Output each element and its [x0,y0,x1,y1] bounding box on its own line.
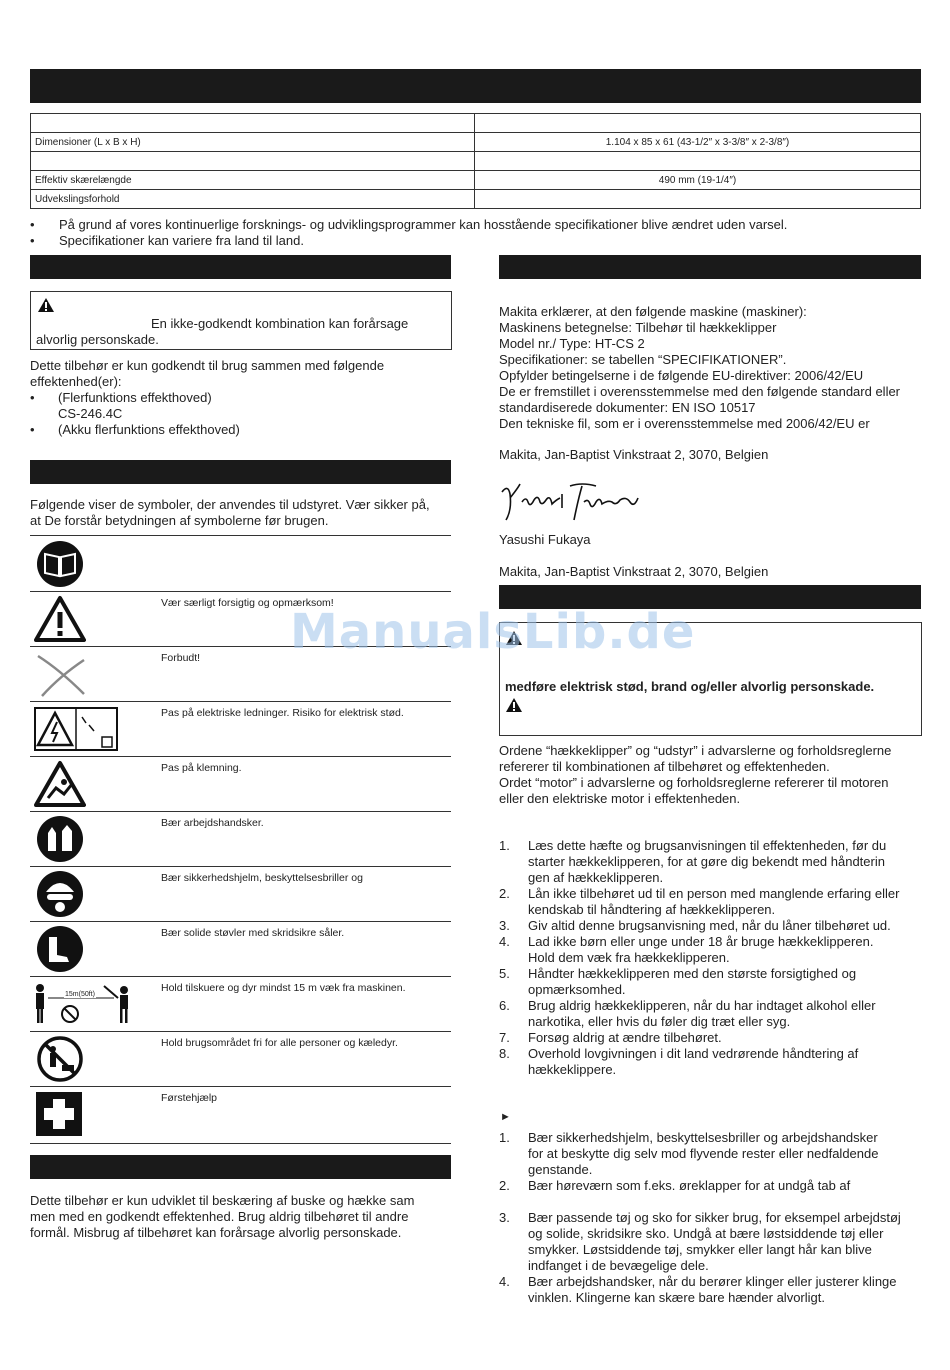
declaration-line: Opfylder betingelserne i de følgende EU-direktiver: 2006/42/EU [499,368,864,383]
declaration-line: Makita erklærer, at den følgende maskine (maskiner): [499,304,807,319]
spec-value [475,190,921,209]
list-number: 2. [499,886,510,901]
list-item: genstande. [528,1162,593,1177]
symbol-row [30,1031,451,1087]
list-item: Lån ikke tilbehøret ud til en person med manglende erfaring eller [528,886,900,901]
warning-text: alvorlig personskade. [36,332,159,347]
list-item: hækkeklippere. [528,1062,617,1077]
intended-use-text: formål. Misbrug af tilbehøret kan forårsage alvorlig personskade. [30,1225,402,1240]
list-item: opmærksomhed. [528,982,626,997]
list-item: Læs dette hæfte og brugsanvisningen til effektenheden, før du [528,838,887,853]
symbol-row [30,701,451,757]
declaration-line: Den tekniske fil, som er i overensstemmelse med 2006/42/EU er [499,416,870,431]
pinch-hazard-icon [34,760,86,808]
symbol-text: Førstehjælp [161,1092,218,1104]
symbol-text: Pas på klemning. [161,762,242,774]
warning-text: En ikke-godkendt kombination kan forårsage [151,316,409,331]
approved-text: Dette tilbehør er kun godkendt til brug sammen med følgende [30,358,385,373]
list-item: Håndter hækkeklipperen med den største forsigtighed og [528,966,857,981]
list-item: Lad ikke børn eller unge under 18 år bruge hækkeklipperen. [528,934,874,949]
list-item: narkotika, eller hvis du føler dig træt eller syg. [528,1014,791,1029]
list-item: Bær arbejdshandsker, når du berører klinger eller justerer klinge [528,1274,897,1289]
symbol-row [30,866,451,922]
signature-image [498,480,643,528]
intended-use-text: men med en godkendt effektenhed. Brug aldrig tilbehøret til andre [30,1209,409,1224]
list-bullet: • [30,390,35,405]
table-row [31,190,921,209]
list-number: 5. [499,966,510,981]
spec-heading-bar [30,69,921,103]
list-number: 2. [499,1178,510,1193]
boots-icon [34,925,86,973]
list-item: gen af hækkeklipperen. [528,870,664,885]
table-row [31,133,921,152]
spec-value [475,114,921,133]
list-number: 4. [499,934,510,949]
arrow-marker: ► [500,1111,511,1123]
declaration-line: Specifikationer: se tabellen “SPECIFIKATIONER”. [499,352,787,367]
approved-item: (Flerfunktions effekthoved) [58,390,212,405]
warning-triangle-icon [505,697,523,713]
symbol-row [30,1086,451,1144]
symbol-text: Bær sikkerhedshjelm, beskyttelsesbriller og [161,872,363,884]
symbol-text: Hold brugsområdet fri for alle personer og kæledyr. [161,1037,398,1049]
spec-value: 490 mm (19-1/4″) [475,171,921,190]
symbol-row [30,811,451,867]
spec-value: 1.104 x 85 x 61 (43-1/2″ x 3-3/8″ x 2-3/8″) [475,133,921,152]
symbol-text: Vær særligt forsigtig og opmærksom! [161,597,334,609]
spec-label [31,152,475,171]
terms-text: Ordet “motor” i advarslerne og forholdsreglerne refererer til motoren [499,775,889,790]
list-item: Bær høreværn som f.eks. øreklapper for at undgå tab af [528,1178,851,1193]
symbol-text: Bær arbejdshandsker. [161,817,264,829]
section-bar-combination [30,255,451,279]
symbols-intro: at De forstår betydningen af symbolerne før brugen. [30,513,329,528]
section-bar-symbols [30,460,451,484]
declaration-line: De er fremstillet i overensstemmelse med den følgende standard eller [499,384,901,399]
list-number: 3. [499,1210,510,1225]
list-item: vinklen. Klingerne kan skære bare hænder alvorligt. [528,1290,825,1305]
spec-label [31,114,475,133]
list-number: 3. [499,918,510,933]
spec-note: Specifikationer kan variere fra land til land. [59,233,304,248]
list-item: Forsøg aldrig at ændre tilbehøret. [528,1030,722,1045]
warning-triangle-icon [34,595,86,643]
symbol-row [30,756,451,812]
terms-text: refererer til kombinationen af tilbehøret og effektenheden. [499,759,830,774]
address: Makita, Jan-Baptist Vinkstraat 2, 3070, Belgien [499,564,769,579]
spec-label: Effektiv skærelængde [31,171,475,190]
declaration-line: Maskinens betegnelse: Tilbehør til hækkeklipper [499,320,777,335]
list-item: og solide, skridsikre sko. Undgå at bære løstsiddende tøj eller [528,1226,884,1241]
list-item: smykker. Løstsiddende tøj, smykker eller langt hår kan blive [528,1242,872,1257]
list-item: Overhold lovgivningen i dit land vedrørende håndtering af [528,1046,859,1061]
declaration-line: standardiserede dokumenter: EN ISO 10517 [499,400,756,415]
list-item: Brug aldrig hækkeklipperen, når du har indtaget alkohol eller [528,998,876,1013]
list-item: Hold dem væk fra hækkeklipperen. [528,950,730,965]
list-item: Giv altid denne brugsanvisning med, når du låner tilbehøret ud. [528,918,891,933]
first-aid-icon [34,1090,86,1138]
symbol-text: Bær solide støvler med skridsikre såler. [161,927,345,939]
distance-15m-icon [34,982,138,1026]
list-item: kendskab til håndtering af hækkeklipperen. [528,902,776,917]
approved-item: (Akku flerfunktions effekthoved) [58,422,240,437]
list-number: 8. [499,1046,510,1061]
warning-triangle-icon [37,297,55,313]
signer-name: Yasushi Fukaya [499,532,591,547]
watermark: ManualsLib.de [290,604,696,660]
book-icon [34,540,86,588]
gloves-icon [34,815,86,863]
spec-label: Udvekslingsforhold [31,190,475,209]
symbol-text: Hold tilskuere og dyr mindst 15 m væk fra maskinen. [161,982,406,994]
list-number: 6. [499,998,510,1013]
list-item: Bær passende tøj og sko for sikker brug, for eksempel arbejdstøj [528,1210,901,1225]
list-item: for at beskytte dig selv mod flyvende rester eller nedfaldende [528,1146,879,1161]
symbol-text: Forbudt! [161,652,201,664]
symbols-intro: Følgende viser de symboler, der anvendes til udstyret. Vær sikker på, [30,497,430,512]
no-people-pets-icon [34,1035,86,1083]
terms-text: Ordene “hækkeklipper” og “udstyr” i advarslerne og forholdsreglerne [499,743,892,758]
spec-note: På grund af vores kontinuerlige forsknings- og udviklingsprogrammer kan hosstående specifikationer blive ændret uden varsel. [59,217,788,232]
section-bar-intended-use [30,1155,451,1179]
symbol-text: Pas på elektriske ledninger. Risiko for elektrisk stød. [161,707,404,719]
section-bar-declaration [499,255,921,279]
list-number: 1. [499,838,510,853]
list-item: Bær sikkerhedshjelm, beskyttelsesbriller og arbejdshandsker [528,1130,878,1145]
terms-text: eller den elektriske motor i effektenheden. [499,791,741,806]
symbol-row [30,536,451,592]
symbol-row [30,921,451,977]
list-item: indfanget i de bevægelige dele. [528,1258,709,1273]
spec-table [30,113,921,209]
electric-lines-icon [34,707,118,751]
list-bullet: • [30,422,35,437]
declaration-line: Model nr./ Type: HT-CS 2 [499,336,645,351]
intended-use-text: Dette tilbehør er kun udviklet til beskæring af buske og hække sam [30,1193,415,1208]
distance-label: 15m(50ft) [65,991,95,998]
table-row [31,171,921,190]
approved-item: CS-246.4C [58,406,123,421]
spec-label: Dimensioner (L x B x H) [31,133,475,152]
warning-text: medføre elektrisk stød, brand og/eller alvorlig personskade. [505,679,875,694]
spec-note-bullet: • [30,233,35,248]
list-item: starter hækkeklipperen, for at gøre dig bekendt med håndterin [528,854,885,869]
list-number: 7. [499,1030,510,1045]
list-number: 4. [499,1274,510,1289]
approved-text: effektenhed(er): [30,374,122,389]
spec-note-bullet: • [30,217,35,232]
address: Makita, Jan-Baptist Vinkstraat 2, 3070, Belgien [499,447,769,462]
spec-value [475,152,921,171]
list-number: 1. [499,1130,510,1145]
warning-box [30,291,452,350]
table-row [31,114,921,133]
prohibited-x-icon [34,650,86,698]
helmet-goggles-icon [34,870,86,918]
table-row [31,152,921,171]
symbol-row [30,976,451,1032]
